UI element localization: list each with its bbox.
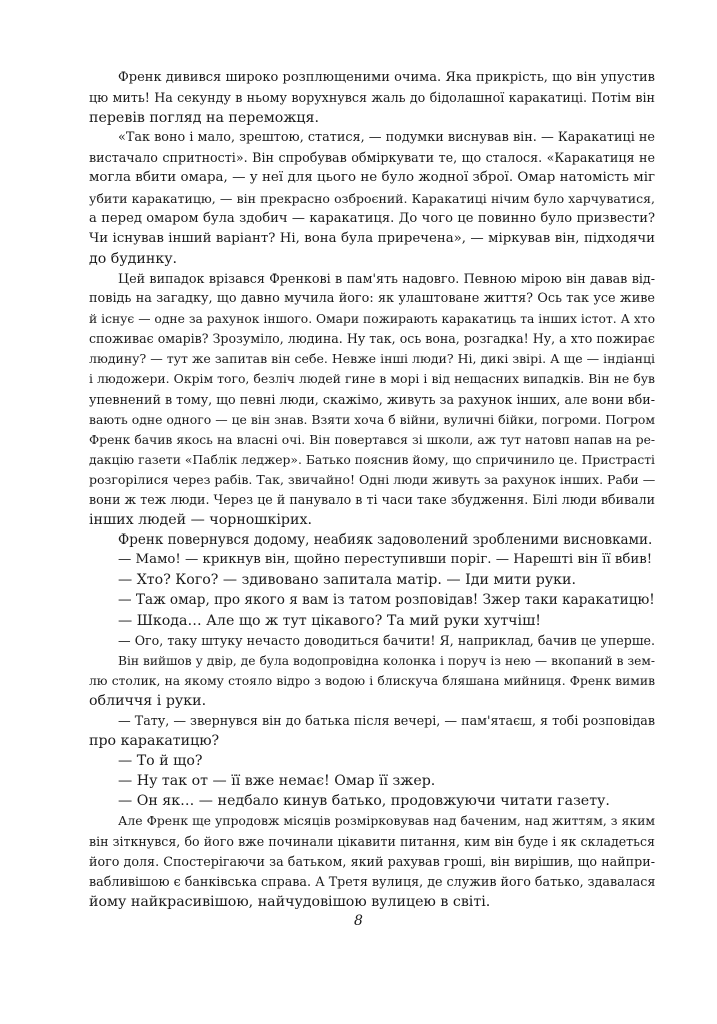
text-line: людину? — тут же запитав він себе. Невже інші люди? Ні, дикі звірі. А ще — індіанці	[89, 351, 655, 367]
page-number: 8	[354, 913, 363, 929]
text-line: перевів погляд на переможця.	[89, 110, 319, 127]
text-line: Чи існував інший варіант? Ні, вона була приречена», — міркував він, підходячи	[89, 230, 655, 246]
text-line: убити каракатицю, — він прекрасно озброєний. Каракатиці нічим було харчуватися,	[89, 190, 655, 206]
text-line: — Тату, — звернувся він до батька після вечері, — пам'ятаєш, я тобі розповідав	[118, 713, 655, 728]
text-line: Цей випадок врізався Френкові в пам'ять надовго. Певною мірою він давав від-	[118, 270, 655, 286]
text-line: його доля. Спостерігаючи за батьком, який рахував гроші, він вирішив, що найпри-	[89, 853, 655, 869]
text-line: Він вийшов у двір, де була водопровідна колонка і поруч із нею — вкопаний в зем-	[118, 653, 655, 668]
text-line: — Шкода… Але що ж тут цікавого? Та мий руки хутчіш!	[118, 612, 541, 629]
text-line: Френк бачив якось на власні очі. Він повертався зі школи, аж тут натовп напав на ре-	[89, 432, 655, 447]
text-line: йому найкрасивішою, найчудовішою вулицею в світі.	[89, 893, 491, 910]
text-line: й існує — одне за рахунок іншого. Омари пожирають каракатиць та інших істот. А хто	[89, 312, 655, 327]
text-line: повідь на загадку, що давно мучила його: як улаштоване життя? Ось так усе живе	[89, 291, 655, 307]
text-line: лю столик, на якому стояло відро з водою і блискуча бляшана мийниця. Френк вимив	[89, 673, 655, 688]
text-line: до будинку.	[89, 250, 178, 267]
text-line: обличчя і руки.	[89, 692, 207, 709]
text-line: вистачало спритності». Він спробував обміркувати те, що сталося. «Каракатиця не	[89, 150, 655, 166]
text-line: інших людей — чорношкірих.	[89, 512, 312, 529]
text-line: дакцію газети «Паблік леджер». Батько пояснив йому, що спричинило це. Пристрасті	[89, 452, 655, 467]
text-line: і людожери. Окрім того, безліч людей гине в морі і від нещасних випадків. Він не був	[89, 371, 655, 387]
text-line: — Мамо! — крикнув він, щойно переступивши поріг. — Нарешті він її вбив!	[118, 552, 653, 568]
text-line: «Так воно і мало, зрештою, статися, — подумки виснував він. — Каракатиці не	[118, 130, 655, 146]
text-line: а перед омаром була здобич — каракатиця. До чого це повинно було призвести?	[89, 210, 655, 226]
text-line: — Хто? Кого? — здивовано запитала матір. — Іди мити руки.	[118, 572, 576, 589]
text-line: — Таж омар, про якого я вам із татом розповідав! Зжер таки каракатицю!	[118, 592, 655, 609]
text-line: — Ого, таку штуку нечасто доводиться бачити! Я, наприклад, бачив це уперше.	[118, 632, 655, 648]
text-line: споживає омарів? Зрозуміло, людина. Ну так, ось вона, розгадка! Ну, а хто пожирає	[89, 331, 655, 347]
text-line: упевнений в тому, що певні люди, скажімо, живуть за рахунок інших, але вони вби-	[89, 391, 655, 407]
text-line: він зіткнувся, бо його вже починали цікавити питання, ким він буде і як складеться	[89, 833, 655, 849]
text-line: могла вбити омара, — у неї для цього не було жодної зброї. Омар натомість міг	[89, 170, 655, 186]
text-line: — Он як… — недбало кинув батько, продовжуючи читати газету.	[118, 793, 610, 810]
text-line: вони ж теж люди. Через це й панувало в ті часи таке збудження. Білі люди вбивали	[89, 491, 655, 507]
text-line: вають одне одного — це він знав. Взяти хоча б війни, вуличні бійки, погроми. Погром	[89, 411, 655, 427]
text-line: — Ну так от — її вже немає! Омар її зжер.	[118, 773, 436, 790]
body-text	[89, 68, 655, 912]
text-line: розгорілися через рабів. Так, звичайно! Одні люди живуть за рахунок інших. Раби —	[89, 471, 656, 487]
text-line: Але Френк ще упродовж місяців розмірковував над баченим, над життям, з яким	[118, 813, 655, 829]
text-line: Френк повернувся додому, неабияк задоволений зробленими висновками.	[118, 532, 653, 549]
text-line: Френк дивився широко розплющеними очима. Яка прикрість, що він упустив	[118, 70, 655, 85]
text-line: про каракатицю?	[89, 733, 220, 750]
text-line: — То й що?	[118, 753, 203, 770]
text-line: цю мить! На секунду в ньому ворухнувся жаль до бідолашної каракатиці. Потім він	[89, 90, 655, 106]
text-line: вабливішою є банківська справа. А Третя вулиця, де служив його батько, здавалася	[89, 873, 656, 889]
